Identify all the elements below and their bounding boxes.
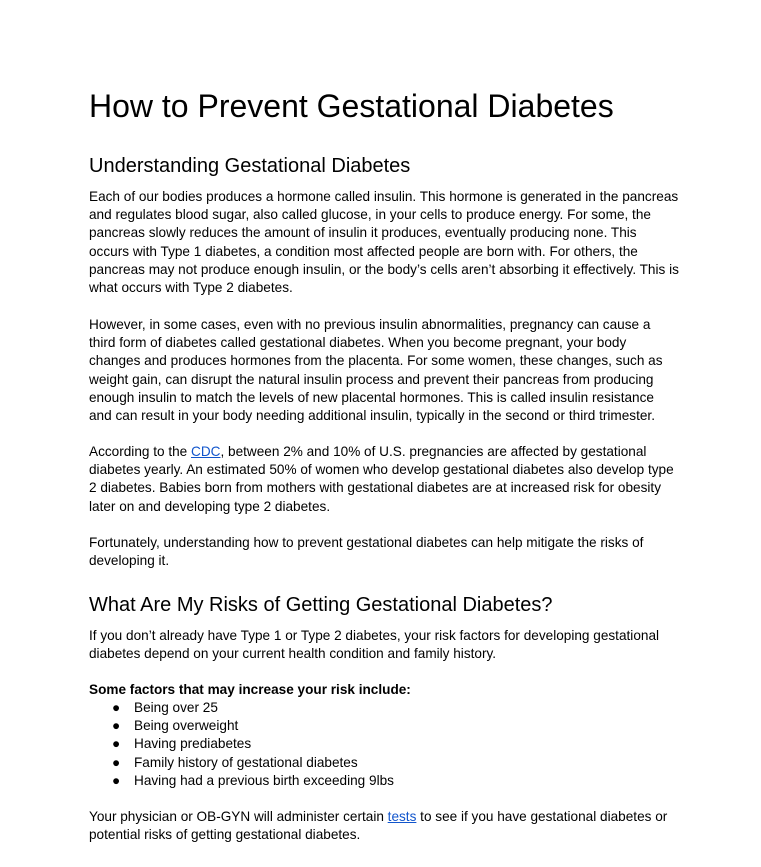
- paragraph-cdc-text-after: , between 2% and 10% of U.S. pregnancies are affected by gestational diabetes yearly. An estimated 50% of women who develop gestational diabetes also develop type 2 diabetes. Babies born from mothers with gestational diabetes are at increased risk for obesity later on and developing type 2 diabetes.: [89, 444, 674, 514]
- bullet-icon: ●: [112, 718, 121, 734]
- paragraph-cdc: [89, 443, 679, 516]
- list-item-text: Family history of gestational diabetes: [134, 754, 358, 770]
- risk-factors-list: [89, 699, 394, 790]
- list-item-text: Being overweight: [134, 718, 239, 734]
- list-item: [89, 772, 394, 790]
- paragraph-tests: [89, 808, 679, 844]
- page-title: How to Prevent Gestational Diabetes: [89, 88, 614, 124]
- tests-link[interactable]: tests: [387, 809, 417, 824]
- cdc-link[interactable]: CDC: [191, 444, 221, 459]
- list-item-text: Having prediabetes: [134, 736, 252, 752]
- bullet-icon: ●: [112, 772, 121, 788]
- factors-intro: Some factors that may increase your risk include:: [89, 682, 411, 697]
- paragraph-insulin: Each of our bodies produces a hormone called insulin. This hormone is generated in the pancreas and regulates blood sugar, also called glucose, in your cells to produce energy. For some, the pancreas slowly reduces the amount of insulin it produces, eventually producing none. This occurs with Type 1 diabetes, a condition most affected people are born with. For others, the pancreas may not produce enough insulin, or the body’s cells aren’t absorbing it effectively. This is what occurs with Type 2 diabetes.: [89, 189, 679, 296]
- list-item: [89, 735, 394, 753]
- list-item-text: Having had a previous birth exceeding 9lbs: [134, 772, 394, 788]
- list-item: [89, 717, 394, 735]
- section-heading-risks: What Are My Risks of Getting Gestational Diabetes?: [89, 594, 553, 616]
- list-item: [89, 699, 394, 717]
- bullet-icon: ●: [112, 736, 121, 752]
- bullet-icon: ●: [112, 754, 121, 770]
- paragraph-risk-factors: If you don’t already have Type 1 or Type 2 diabetes, your risk factors for developing gestational diabetes depend on your current health condition and family history.: [89, 628, 660, 662]
- paragraph-tests-text-after: to see if you have gestational diabetes or potential risks of getting gestational diabetes.: [89, 809, 668, 843]
- bullet-icon: ●: [112, 700, 121, 715]
- paragraph-cdc-text-before: According to the: [89, 444, 192, 459]
- paragraph-fortunately: Fortunately, understanding how to prevent gestational diabetes can help mitigate the risks of developing it.: [89, 535, 644, 569]
- list-item-text: Being over 25: [134, 700, 218, 715]
- list-item: [89, 754, 394, 772]
- paragraph-tests-text-before: Your physician or OB-GYN will administer certain: [89, 809, 388, 824]
- section-heading-understanding: Understanding Gestational Diabetes: [89, 155, 411, 177]
- paragraph-gestational: However, in some cases, even with no previous insulin abnormalities, pregnancy can cause a third form of diabetes called gestational diabetes. When you become pregnant, your body changes and produces hormones from the placenta. For some women, these changes, such as weight gain, can disrupt the natural insulin process and prevent their pancreas from producing enough insulin to match the levels of new placental hormones. This is called insulin resistance and can result in your body needing additional insulin, typically in the second or third trimester.: [89, 317, 663, 424]
